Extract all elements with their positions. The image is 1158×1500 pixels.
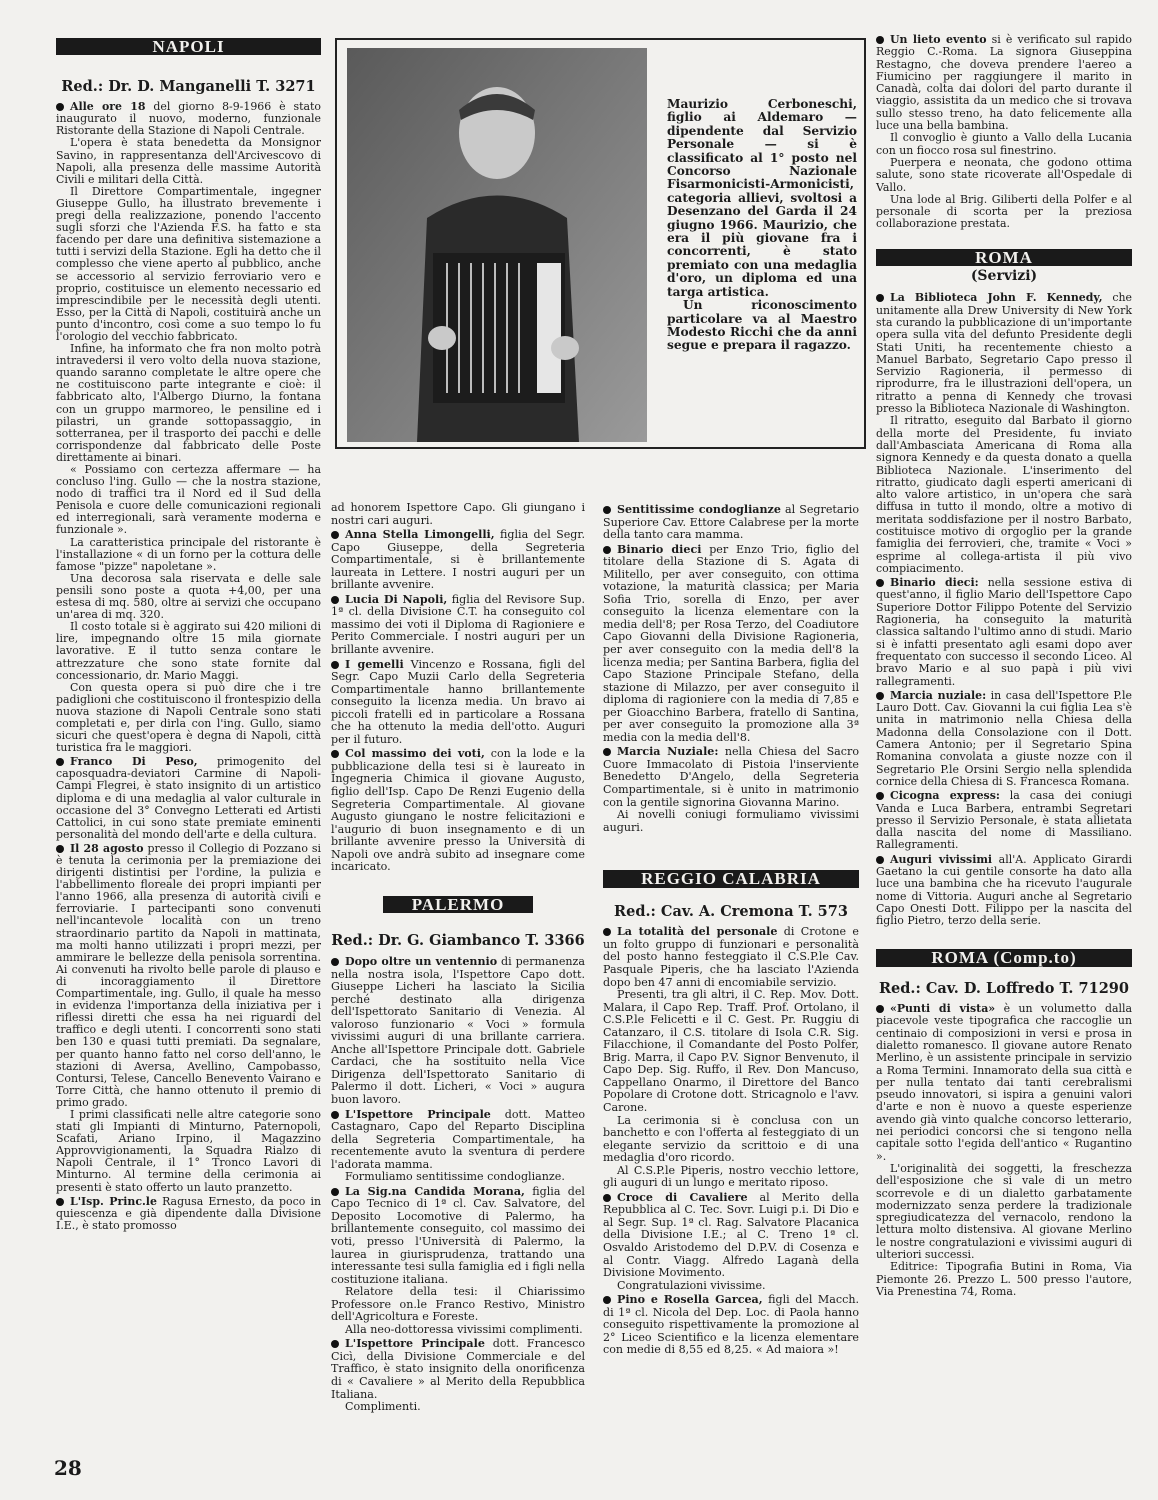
article-paragraph: I gemelli Vincenzo e Rossana, figli del Segr. Capo Muzii Carlo della Segreteria Compartimentale hanno brillantemente conseguito la licenza media. Un bravo ai piccoli fratelli ed in particolare a Rossana che ha ottenuto la media dell'otto. Auguri per il futuro.: [331, 657, 585, 746]
bullet-icon: [876, 792, 884, 800]
section-banner-palermo: PALERMO: [383, 896, 533, 914]
article-paragraph: Binario dieci: nella sessione estiva di quest'anno, il figlio Mario dell'Ispettore Capo Superiore Dottor Filippo Potente del Servizio Ragioneria, ha conseguito la maturità classica saltando l'ultimo anno di studi. Mario si è infatti presentato agli esami dopo aver frequentato con successo il secondo Liceo. Al bravo Mario e al suo papà i più vivi rallegramenti.: [876, 576, 1132, 688]
article-paragraph: Editrice: Tipografia Butini in Roma, Via Piemonte 26. Prezzo L. 500 presso l'autore, Via Prenestina 74, Roma.: [876, 1260, 1132, 1298]
bullet-icon: [603, 928, 611, 936]
bullet-icon: [331, 1111, 339, 1119]
column-third: [603, 502, 859, 1357]
article-paragraph: Lucia Di Napoli, figlia del Revisore Sup. 1ª cl. della Divisione C.T. ha conseguito col massimo dei voti il Diploma di Ragioniere e Perito Commerciale. I nostri auguri per un brillante avvenire.: [331, 592, 585, 657]
article-paragraph: Alla neo-dottoressa vivissimi complimenti.: [345, 1322, 583, 1336]
bullet-icon: [603, 506, 611, 514]
editor-line-palermo: Red.: Dr. G. Giambanco T. 3366: [331, 932, 585, 950]
bullet-icon: [603, 1296, 611, 1304]
article-paragraph: I primi classificati nelle altre categorie sono stati gli Impianti di Minturno, Paternopoli, Scafati, Ariano Irpino, il Magazzino Approvvigionamenti, la Squadra Rialzo di Napoli Centrale, il 1° Tronco Lavori di Minturno. Al termine della cerimonia ai presenti è stato offerto un lauto pranzetto.: [56, 1107, 321, 1194]
article-paragraph: L'originalità dei soggetti, la freschezza dell'esposizione che si vale di un metro scorrevole e di un dialetto garbatamente modernizzato senza perdere la tradizionale spregiudicatezza del vernacolo, rendono la lettura molto distensiva. Al giovane Merlino le nostre congratulazioni e vivissimi auguri di ulteriori successi.: [876, 1161, 1132, 1262]
bullet-icon: [603, 748, 611, 756]
bullet-icon: [331, 750, 339, 758]
bullet-icon: [603, 546, 611, 554]
bullet-icon: [876, 36, 884, 44]
article-paragraph: Al C.S.P.le Piperis, nostro vecchio lettore, gli auguri di un lungo e meritato riposo.: [603, 1163, 859, 1190]
photo-placeholder-icon: [347, 48, 647, 442]
photo-caption: [667, 98, 857, 353]
article-paragraph: Croce di Cavaliere al Merito della Repubblica al C. Tec. Sovr. Luigi p.i. Di Dio e al Segr. Sup. 1ª cl. Rag. Salvatore Placanica della Divisione I.E.; al C. Treno 1ª cl. Osvaldo Aristodemo del D.P.V. di Cosenza e al Contr. Viagg. Alfredo Laganà della Divisione Movimento.: [603, 1190, 859, 1280]
bullet-icon: [603, 1194, 611, 1202]
bullet-icon: [331, 1188, 339, 1196]
caption-text: Maurizio Cerboneschi, figlio ai Aldemaro — dipendente dal Servizio Personale — si è classificato al 1° posto nel Concorso Nazionale Fisarmonicisti-Armonicisti, categoria allievi, svoltosi a Desenzano del Garda il 24 giugno 1966. Maurizio, che era il più giovane fra i concorrenti, è stato premiato con una medaglia d'oro, un diploma ed una targa artistica.: [667, 97, 857, 299]
article-paragraph: La caratteristica principale del ristorante è l'installazione « di un forno per la cottura delle famose "pizze" napoletane ».: [56, 535, 321, 573]
article-paragraph: Con questa opera si può dire che i tre padiglioni che costituiscono il frontespizio della nuova stazione di Napoli Centrale sono stati completati e, per dirla con l'ing. Gullo, siamo sicuri che quest'opera è degna di Napoli, città turistica fra le maggiori.: [56, 680, 321, 755]
column-roma: [876, 32, 1132, 1298]
bullet-icon: [876, 579, 884, 587]
article-paragraph: Infine, ha informato che fra non molto potrà intravedersi il vero volto della nuova stazione, quando saranno completate le altre opere che ne costituiscono parte integrante e cioè: il fabbricato alto, l'Albergo Diurno, la fontana con un gruppo marmoreo, le pensiline ed i pilastri, un grande sottopassaggio, in sotterranea, per il trasporto dei pacchi e delle corrispondenze dal fabbricato delle Poste direttamente ai binari.: [56, 342, 321, 464]
section-banner-napoli: NAPOLI: [56, 38, 321, 55]
caption-text: Un riconoscimento particolare va al Maestro Modesto Ricchi che da anni segue e prepara il ragazzo.: [667, 298, 857, 353]
article-paragraph: Alle ore 18 del giorno 8-9-1966 è stato inaugurato il nuovo, moderno, funzionale Ristorante della Stazione di Napoli Centrale.: [56, 100, 321, 138]
bullet-icon: [876, 1005, 884, 1013]
editor-line-napoli: Red.: Dr. D. Manganelli T. 3271: [61, 78, 316, 96]
article-paragraph: Presenti, tra gli altri, il C. Rep. Mov. Dott. Malara, il Capo Rep. Traff. Prof. Ortolano, il C.S.P.le Felicetti e il C. Gest. Pr. Ruggiu di Catanzaro, il C.S. titolare di Isola C.R. Sig. Filacchione, il Comandante del Posto Polfer, Brig. Marra, il Capo P.V. Signor Benvenuto, il Capo Dep. Sig. Ruffo, il Rev. Don Mancuso, Cappellano Onarmo, il Direttore del Banco Popolare di Crotone dott. Stricagnolo e l'avv. Carone.: [603, 988, 859, 1114]
photo-feature-box: [335, 38, 866, 449]
article-paragraph: L'Ispettore Principale dott. Francesco Cicì, della Divisione Commerciale e del Traffico, è stato insignito della onorificenza di « Cavaliere » al Merito della Repubblica Italiana.: [331, 1337, 585, 1401]
article-paragraph: Dopo oltre un ventennio di permanenza nella nostra isola, l'Ispettore Capo dott. Giuseppe Licheri ha lasciato la Sicilia perché destinato alla dirigenza dell'Ispettorato Sanitario di Venezia. Al valoroso funzionario « Voci » formula vivissimi auguri di una brillante carriera. Anche all'Ispettore Principale dott. Gabriele Cardaci, che ha sostituito nella Vice Dirigenza dell'Ispettorato Sanitario di Palermo il dott. Licheri, « Voci » augura buon lavoro.: [331, 954, 585, 1106]
article-paragraph: La cerimonia si è conclusa con un banchetto e con l'offerta al festeggiato di un elegante servizio da scrittoio e di una medaglia d'oro ricordo.: [603, 1113, 859, 1165]
article-paragraph: Binario dieci per Enzo Trio, figlio del titolare della Stazione di S. Agata di Militello, per aver conseguito, con ottima votazione, la maturità classica; per Maria Sofia Trio, sorella di Enzo, per aver conseguito la licenza elementare con la media dell'8; per Rosa Terzo, del Coadiutore Capo Giovanni della Divisione Ragioneria, per aver conseguito con la media dell'8 la licenza media; per Santina Barbera, figlia del Capo Stazione Principale Stefano, della stazione di Milazzo, per aver conseguito il diploma di ragioniere con la media di 7,85 e per Gioacchino Barbera, fratello di Santina, per aver conseguito la promozione alla 3ª media con la media dell'8.: [603, 542, 859, 744]
article-paragraph: Formuliamo sentitissime condoglianze.: [345, 1170, 565, 1184]
bullet-icon: [876, 692, 884, 700]
article-paragraph: Il costo totale si è aggirato sui 420 milioni di lire, impegnando oltre 15 mila giornate lavorative. E il tutto senza contare le attrezzature che sono state fornite dal concessionario, dr. Mario Maggi.: [56, 620, 321, 682]
article-paragraph: « Possiamo con certezza affermare — ha concluso l'ing. Gullo — che la nostra stazione, nodo di traffici tra il Nord ed il Sud della Penisola e cuore delle comunicazioni regionali ed interregionali, sarà veramente moderna e funzionale ».: [56, 463, 321, 537]
bullet-icon: [56, 758, 64, 766]
article-paragraph: Marcia Nuziale: nella Chiesa del Sacro Cuore Immacolato di Pistoia l'inserviente Benedetto D'Angelo, della Segreteria Compartimentale, si è unito in matrimonio con la gentile signorina Giovanna Marino.: [603, 745, 859, 809]
section-subtitle-servizi: (Servizi): [970, 268, 1038, 285]
accordion-boy-photo: [347, 48, 647, 442]
article-paragraph: Cicogna express: la casa dei coniugi Vanda e Luca Barbera, entrambi Segretari presso il Servizio Personale, è stata allietata dalla nascita del nome di Massiliano. Rallegramenti.: [876, 789, 1132, 852]
article-paragraph: Col massimo dei voti, con la lode e la pubblicazione della tesi si è laureato in Ingegneria Chimica il giovane Augusto, figlio dell'Isp. Capo De Renzi Eugenio della Segreteria Compartimentale. Al giovane Augusto giungano le nostre felicitazioni e l'augurio di buon insegnamento e di un brillante avvenire presso la Università di Napoli ove andrà subito ad insegnare come incaricato.: [331, 747, 585, 874]
editor-line-reggio: Red.: Cav. A. Cremona T. 573: [614, 902, 848, 920]
article-paragraph: La Biblioteca John F. Kennedy, che unitamente alla Drew University di New York sta curando la pubblicazione di un'importante opera sulla vita del defunto Presidente degli Stati Uniti, ha recentemente chiesto a Manuel Barbato, Segretario Capo presso il Servizio Ragioneria, il permesso di riprodurre, fra le illustrazioni dell'opera, un ritratto a penna di Kennedy che trovasi presso la Biblioteca Nazionale di Washington.: [876, 291, 1132, 416]
section-banner-roma-compto: ROMA (Comp.to): [876, 949, 1132, 966]
bullet-icon: [331, 531, 339, 539]
article-paragraph: Franco Di Peso, primogenito del caposquadra-deviatori Carmine di Napoli-Campi Flegrei, è stato insignito di un artistico diploma e di una medaglia al valor culturale in occasione del 3° Convegno Letterati ed Artisti Cattolici, in cui sono state premiate eminenti personalità del mondo dell'arte e della cultura.: [56, 755, 321, 841]
article-paragraph: Marcia nuziale: in casa dell'Ispettore P.le Lauro Dott. Cav. Giovanni la cui figlia Lea s'è unita in matrimonio nella Chiesa della Madonna della Consolazione con il Dott. Camera Antonio; per il Segretario Spina Romanina convolata a giuste nozze con il Segretario P.le Orsini Sergio nella splendida cornice della Chiesa di S. Francesca Romana.: [876, 688, 1132, 788]
article-paragraph: Auguri vivissimi all'A. Applicato Girardi Gaetano la cui gentile consorte ha dato alla luce una bambina che ha ricevuto l'augurale nome di Vittoria. Auguri anche al Segretario Capo Onesti Dott. Filippo per la nascita del figlio Pietro, terzo della serie.: [876, 852, 1132, 928]
article-paragraph: Complimenti.: [345, 1400, 421, 1414]
bullet-icon: [331, 596, 339, 604]
article-paragraph: Sentitissime condoglianze al Segretario Superiore Cav. Ettore Calabrese per la morte della tanto cara mamma.: [603, 503, 859, 542]
section-banner-roma-servizi: ROMA: [876, 249, 1132, 266]
column-middle: [331, 502, 585, 1414]
page-number: 28: [54, 1456, 82, 1480]
article-paragraph: Una decorosa sala riservata e delle sale pensili sono poste a quota +4,00, per una estesa di mq. 580, oltre ai servizi che occupano un'area di mq. 320.: [56, 571, 321, 622]
article-paragraph: Congratulazioni vivissime.: [617, 1278, 766, 1292]
article-paragraph: «Punti di vista» è un volumetto dalla piacevole veste tipografica che raccoglie un centinaio di composizioni in versi e prosa in dialetto romanesco. Il giovane autore Renato Merlino, è un assistente principale in servizio a Roma Termini. Innamorato della sua città e per nulla tentato dai tanti cerebralismi pseudo innovatori, si ispira a genuini valori d'arte e non è nuovo a queste esperienze avendo già vinto qualche concorso letterario, nei periodici concorsi che si tengono nella capitale sotto l'egida dell'antico « Rugantino ».: [876, 1002, 1132, 1163]
article-paragraph: Pino e Rosella Garcea, figli del Macch. di 1ª cl. Nicola del Dep. Loc. di Paola hanno conseguito rispettivamente la promozione al 2° Liceo Scientifico e la licenza elementare con medie di 8,55 ed 8,25. « Ad maiora »!: [603, 1293, 860, 1357]
article-paragraph: Il Direttore Compartimentale, ingegner Giuseppe Gullo, ha illustrato brevemente i pregi della realizzazione, ponendo l'accento sugli sforzi che l'Azienda F.S. ha fatto e sta facendo per dare una definitiva sistemazione a tutti i servizi della Stazione. Egli ha detto che il complesso che viene aperto al pubblico, anche se accessorio al servizio ferroviario vero e proprio, costituisce un elemento necessario ed imprescindibile per le necessità degli utenti. Esso, per la Città di Napoli, costituirà anche un punto d'incontro, così come a suo tempo lo fu l'orologio del vecchio fabbricato.: [56, 184, 321, 343]
article-paragraph: L'Ispettore Principale dott. Matteo Castagnaro, Capo del Reparto Disciplina della Segreteria Compartimentale, ha recentemente avuto la sventura di perdere l'adorata mamma.: [331, 1107, 585, 1171]
bullet-icon: [56, 1198, 64, 1206]
article-paragraph: Ai novelli coniugi formuliamo vivissimi auguri.: [603, 808, 859, 834]
article-paragraph: Una lode al Brig. Giliberti della Polfer e al personale di scorta per la preziosa collaborazione prestata.: [876, 192, 1132, 231]
article-paragraph: Il convoglio è giunto a Vallo della Lucania con un fiocco rosa sul finestrino.: [876, 131, 1132, 157]
article-paragraph: Un lieto evento si è verificato sul rapido Reggio C.-Roma. La signora Giuseppina Restagno, che doveva prendere l'aereo a Fiumicino per raggiungere il marito in Canadà, colta dai dolori del parto durante il viaggio, assistita da un medico che si trovava sullo stesso treno, ha dato felicemente alla luce una bella bambina.: [876, 33, 1132, 133]
article-paragraph: Relatore della tesi: il Chiarissimo Professore on.le Franco Restivo, Ministro dell'Agricoltura e Foreste.: [331, 1285, 585, 1324]
section-banner-reggio: REGGIO CALABRIA: [603, 870, 859, 888]
bullet-icon: [876, 856, 884, 864]
article-paragraph: Il 28 agosto presso il Collegio di Pozzano si è tenuta la cerimonia per la premiazione dei dirigenti distintisi per l'ordine, la pulizia e l'abbellimento floreale dei propri impianti per l'anno 1966, alla presenza di autorità civili e ferroviarie. I partecipanti sono convenuti nell'incantevole località con un treno straordinario partito da Napoli in mattinata, ma molti hanno utilizzati i propri mezzi, per ammirare le bellezze della penisola sorrentina. Ai convenuti ha rivolto belle parole di plauso e di incoraggiamento il Direttore Compartimentale, ing. Gullo, il quale ha messo in evidenza l'importanza della iniziativa per i riflessi diretti che essa ha nei riguardi del traffico e degli utenti. I concorrenti sono stati ben 130 e quasi tutti premiati. Da segnalare, per quanto hanno fatto nel corso dell'anno, le stazioni di Aversa, Avellino, Campobasso, Contursi, Telese, Cancello Benevento Vairano e Torre Città, che hanno ottenuto il premio di primo grado.: [56, 841, 321, 1109]
bullet-icon: [331, 1340, 339, 1348]
bullet-icon: [331, 661, 339, 669]
article-paragraph: L'Isp. Princ.le Ragusa Ernesto, da poco in quiescenza e già dipendente dalla Divisione I.E., è stato promosso: [56, 1194, 321, 1232]
article-paragraph: La totalità del personale di Crotone e un folto gruppo di funzionari e personalità del posto hanno festeggiato il C.S.P.le Cav. Pasquale Piperis, che ha lasciato l'Azienda dopo ben 47 anni di encomiabile servizio.: [603, 925, 859, 989]
article-paragraph: ad honorem Ispettore Capo. Gli giungano i nostri cari auguri.: [331, 501, 585, 527]
article-paragraph: L'opera è stata benedetta da Monsignor Savino, in rappresentanza dell'Arcivescovo di Napoli, alla presenza delle massime Autorità Civili e militari della Città.: [56, 136, 321, 186]
bullet-icon: [331, 958, 339, 966]
article-paragraph: Puerpera e neonata, che godono ottima salute, sono state ricoverate all'Ospedale di Vallo.: [876, 155, 1132, 194]
bullet-icon: [876, 294, 884, 302]
bullet-icon: [56, 103, 64, 111]
article-paragraph: Il ritratto, eseguito dal Barbato il giorno della morte del Presidente, fu inviato dall'Ambasciata Americana di Roma alla signora Kennedy e da questa donato a quella Biblioteca Nazionale. L'inserimento del ritratto, giudicato dagli esperti americani di alto valore artistico, in un'opera che sarà diffusa in tutto il mondo, oltre a motivo di meritata soddisfazione per il nostro Barbato, costituisce motivo di orgoglio per la grande famiglia dei ferrovieri, che, tramite « Voci » esprime al collega-artista il più vivo compiacimento.: [876, 414, 1132, 575]
column-napoli: [56, 38, 321, 1232]
bullet-icon: [56, 845, 64, 853]
article-paragraph: La Sig.na Candida Morana, figlia del Capo Tecnico di 1ª cl. Cav. Salvatore, del Deposito Locomotive di Palermo, ha brillantemente conseguito, col massimo dei voti, presso l'Università di Palermo, la laurea in giurisprudenza, trattando una interessante tesi sulla famiglia ed i figli nella costituzione italiana.: [331, 1184, 585, 1286]
editor-line-roma-compto: Red.: Cav. D. Loffredo T. 71290: [879, 979, 1129, 997]
article-paragraph: Anna Stella Limongelli, figlia del Segr. Capo Giuseppe, della Segreteria Compartimentale, si è brillantemente laureata in Lettere. I nostri auguri per un brillante avvenire.: [331, 528, 585, 592]
